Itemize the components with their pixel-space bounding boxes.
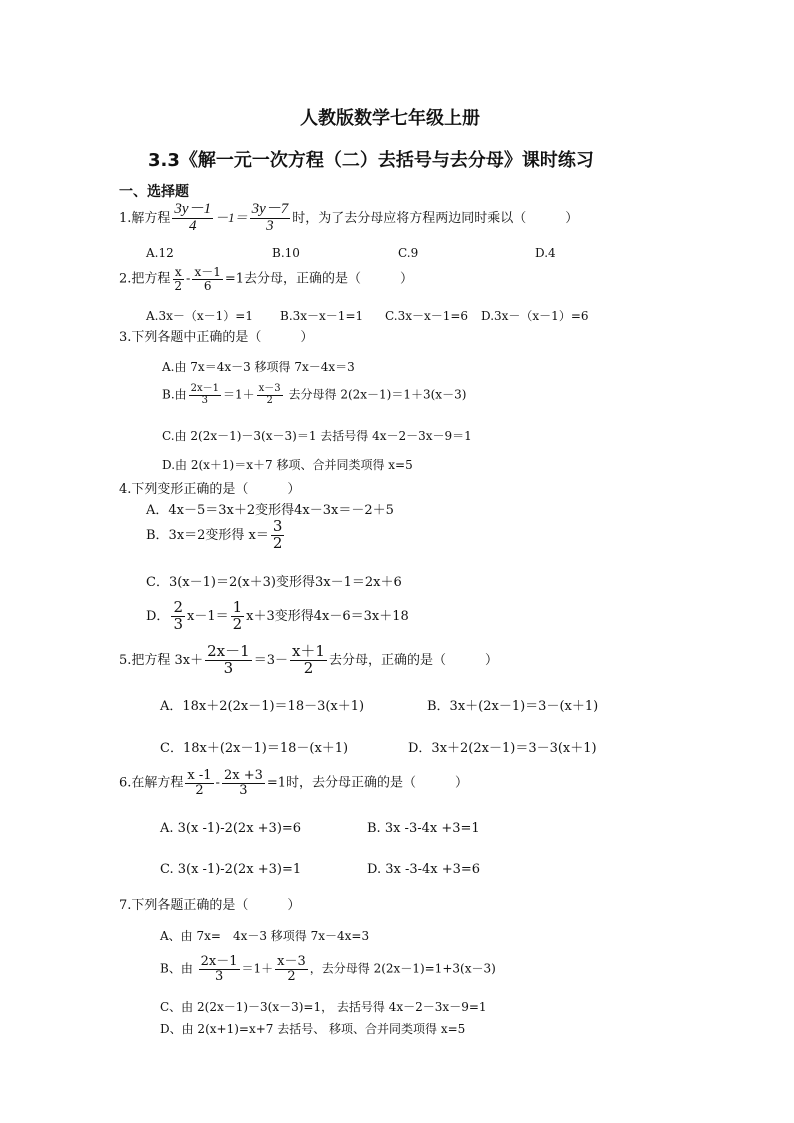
q4-option-b: B．3x＝2变形得 x＝ $\frac{3}{2}$ bbox=[146, 517, 283, 552]
q3-option-c: C.由 2(2x－1)－3(x－3)＝1 去括号得 4x－2－3x－9＝1 bbox=[162, 429, 472, 443]
q2-option-a: A.3x－（x－1）=1 bbox=[146, 309, 253, 323]
q5-option-a: A．18x＋2(2x－1)＝18－3(x＋1) bbox=[160, 699, 365, 714]
q6-option-b: B. 3x -3-4x +3=1 bbox=[367, 821, 480, 836]
q6-option-c: C. 3(x -1)-2(2x +3)=1 bbox=[160, 862, 302, 877]
q3-option-b: B.由 $\frac{2x-1}{3}$ ＝1＋ $\frac{x-3}{2}$ 去分母得 2(2x－1)＝1＋3(x－3) bbox=[162, 383, 467, 406]
page-subtitle: 3.3《解一元一次方程（二）去括号与去分母》课时练习 bbox=[148, 150, 594, 171]
q6-option-a: A. 3(x -1)-2(2x +3)=6 bbox=[160, 821, 302, 836]
page-title: 人教版数学七年级上册 bbox=[300, 108, 480, 129]
q7-option-b: B、由 $\frac{2x-1}{3}$ ＝1＋ $\frac{x-3}{2}$ ，去分母得 2(2x－1)=1+3(x－3) bbox=[160, 954, 496, 984]
q4-d-fraction-2: $\frac{1}{2}$ bbox=[232, 598, 243, 633]
q7-option-a: A、由 7x= 4x－3 移项得 7x－4x=3 bbox=[160, 929, 370, 943]
q1-fraction-2: $\frac{3y-7}{3}$ bbox=[251, 201, 289, 234]
question-1: 1.解方程 $\frac{3y-1}{4}$ －1＝ $\frac{3y-7}{3}$ 时，为了去分母应将方程两边同时乘以（ ） bbox=[119, 201, 579, 234]
q6-fraction-2: $\frac{2x +3}{3}$ bbox=[223, 768, 263, 798]
q6-option-d: D. 3x -3-4x +3=6 bbox=[367, 862, 481, 877]
q7-b-fraction-1: $\frac{2x-1}{3}$ bbox=[200, 954, 238, 984]
question-4: 4.下列变形正确的是（ ） bbox=[119, 482, 301, 497]
q2-fraction-2: $\frac{x-1}{6}$ bbox=[194, 265, 221, 293]
question-5: 5.把方程 3x＋ $\frac{2x-1}{3}$ ＝3－ $\frac{x+1}{2}$ 去分母，正确的是（ ） bbox=[119, 642, 498, 677]
q4-option-d: D． $\frac{2}{3}$ x－1＝ $\frac{1}{2}$ x＋3变形得4x－6＝3x＋18 bbox=[146, 598, 409, 633]
q2-option-b: B.3x－x－1=1 bbox=[280, 309, 364, 323]
q3-option-a: A.由 7x＝4x－3 移项得 7x－4x＝3 bbox=[162, 360, 355, 374]
q2-option-c: C.3x－x－1=6 bbox=[385, 309, 469, 323]
q7-option-d: D、由 2(x+1)=x+7 去括号、 移项、合并同类项得 x=5 bbox=[160, 1022, 466, 1036]
q5-option-c: C．18x＋(2x－1)＝18－(x＋1) bbox=[160, 741, 349, 756]
q3-b-fraction-1: $\frac{2x-1}{3}$ bbox=[190, 383, 220, 406]
q5-option-d: D．3x＋2(2x－1)＝3－3(x＋1) bbox=[408, 741, 597, 756]
question-7: 7.下列各题正确的是（ ） bbox=[119, 898, 301, 913]
q5-fraction-1: $\frac{2x-1}{3}$ bbox=[207, 642, 250, 677]
q7-option-c: C、由 2(2x－1)－3(x－3)=1， 去括号得 4x－2－3x－9=1 bbox=[160, 1000, 487, 1014]
section-heading: 一、选择题 bbox=[119, 184, 189, 200]
q2-option-d: D.3x－（x－1）=6 bbox=[481, 309, 589, 323]
question-6: 6.在解方程 $\frac{x -1}{2}$ - $\frac{2x +3}{3}$ =1时，去分母正确的是（ ） bbox=[119, 768, 469, 798]
q1-option-d: D.4 bbox=[535, 246, 556, 260]
q1-option-c: C.9 bbox=[398, 246, 419, 260]
q5-fraction-2: $\frac{x+1}{2}$ bbox=[291, 642, 325, 677]
q3-option-d: D.由 2(x＋1)＝x＋7 移项、合并同类项得 x=5 bbox=[162, 458, 413, 472]
q1-option-b: B.10 bbox=[272, 246, 300, 260]
q7-b-fraction-2: $\frac{x-3}{2}$ bbox=[277, 954, 306, 984]
q1-option-a: A.12 bbox=[146, 246, 174, 260]
q4-option-a: A．4x－5＝3x＋2变形得4x－3x＝－2＋5 bbox=[146, 503, 394, 518]
q2-fraction-1: $\frac{x}{2}$ bbox=[174, 265, 183, 293]
q1-prefix: 1.解方程 bbox=[119, 210, 171, 226]
q1-fraction-1: $\frac{3y-1}{4}$ bbox=[174, 201, 212, 234]
question-3: 3.下列各题中正确的是（ ） bbox=[119, 330, 314, 345]
q4-d-fraction-1: $\frac{2}{3}$ bbox=[173, 598, 183, 633]
q5-option-b: B．3x＋(2x－1)＝3－(x＋1) bbox=[427, 699, 599, 714]
q4-option-c: C．3(x－1)＝2(x＋3)变形得3x－1＝2x＋6 bbox=[146, 575, 402, 590]
question-2: 2.把方程 $\frac{x}{2}$ - $\frac{x-1}{6}$ =1去分母，正确的是（ ） bbox=[119, 265, 414, 293]
q6-fraction-1: $\frac{x -1}{2}$ bbox=[187, 768, 212, 798]
q4-b-fraction: $\frac{3}{2}$ bbox=[272, 517, 283, 552]
q3-b-fraction-2: $\frac{x-3}{2}$ bbox=[258, 383, 281, 406]
